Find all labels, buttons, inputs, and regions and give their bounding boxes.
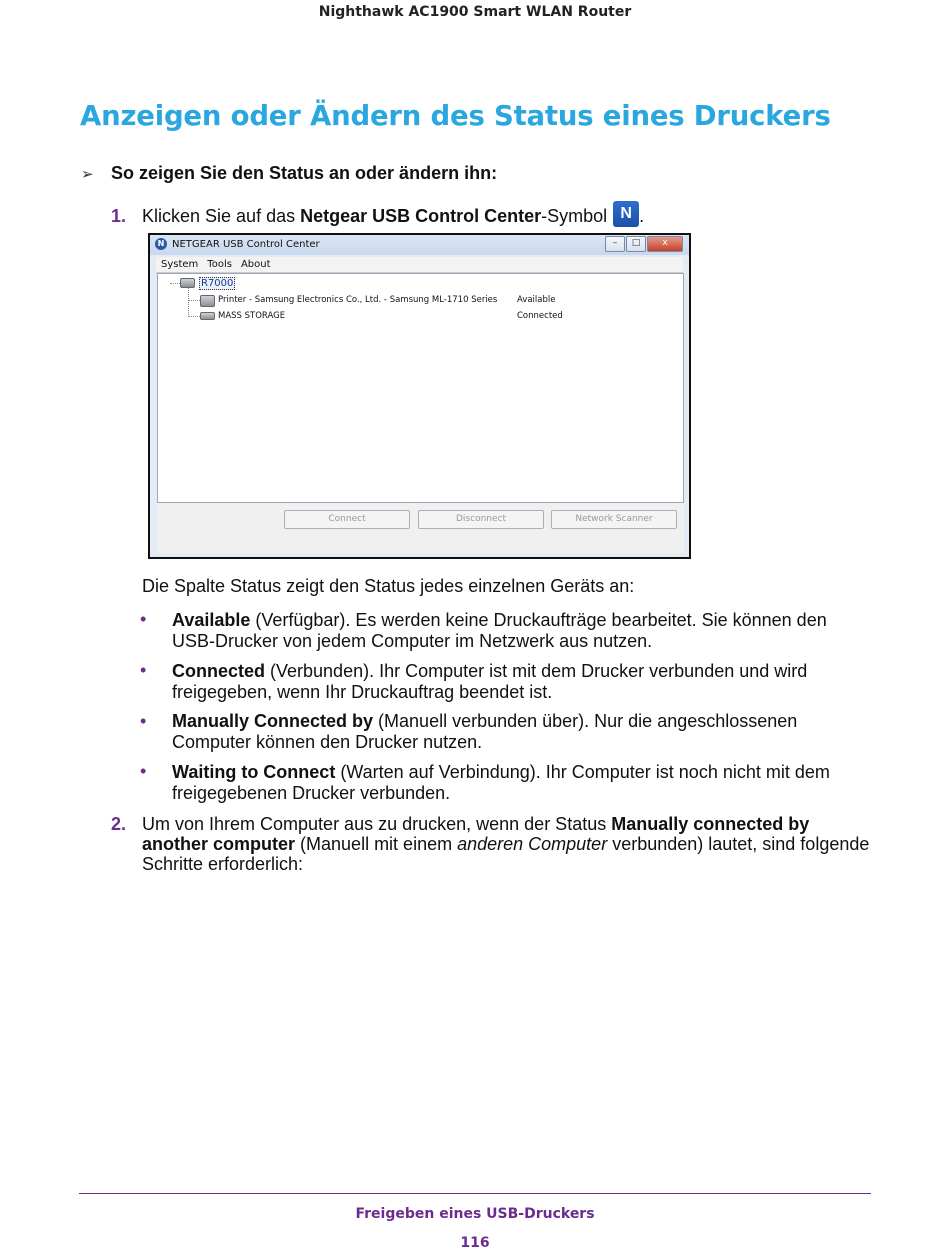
procedure-heading — [81, 163, 497, 184]
tree-connector — [188, 288, 189, 317]
bullet-icon: • — [140, 711, 147, 731]
step-2-italic: anderen Computer — [457, 834, 608, 854]
storage-icon — [200, 312, 215, 320]
bullet-term: Waiting to Connect — [172, 762, 336, 782]
close-button[interactable]: x — [647, 236, 683, 252]
device-status: Connected — [517, 311, 563, 321]
connect-button[interactable]: Connect — [284, 510, 410, 529]
netgear-usb-control-center-icon: N — [613, 201, 639, 227]
disconnect-button[interactable]: Disconnect — [418, 510, 544, 529]
device-tree — [157, 273, 684, 503]
bullet-connected — [172, 661, 872, 703]
procedure-label: So zeigen Sie den Status an oder ändern ihn: — [111, 163, 498, 183]
step-1-number: 1. — [111, 206, 127, 226]
step-2-suffix: verbunden) lautet, sind folgende Schritte erforderlich: — [142, 834, 870, 874]
bullet-manually-connected — [172, 711, 872, 753]
tree-root-router[interactable]: R7000 — [201, 278, 234, 289]
status-intro: Die Spalte Status zeigt den Status jedes einzelnen Geräts an: — [142, 576, 635, 596]
minimize-button[interactable]: – — [605, 236, 625, 252]
netgear-logo-icon: N — [155, 238, 167, 250]
usb-control-center-window — [148, 233, 691, 559]
step-2-text — [142, 814, 877, 874]
page-number: 116 — [460, 1235, 490, 1251]
maximize-button[interactable]: □ — [626, 236, 646, 252]
window-button-bar — [157, 503, 684, 553]
section-title: Anzeigen oder Ändern des Status eines Druckers — [80, 100, 831, 132]
bullet-term: Manually Connected by — [172, 711, 374, 731]
bullet-waiting — [172, 762, 872, 804]
printer-icon — [200, 295, 215, 307]
step-1-end: . — [639, 206, 645, 226]
footer-section-title: Freigeben eines USB-Druckers — [355, 1206, 595, 1222]
bullet-text: (Manuell verbunden über). Nur die angeschlossenen Computer können den Drucker nutzen. — [172, 711, 798, 752]
bullet-term: Available — [172, 610, 251, 630]
step-2-middle: (Manuell mit einem — [295, 834, 458, 854]
bullet-icon: • — [140, 761, 147, 781]
network-scanner-button[interactable]: Network Scanner — [551, 510, 677, 529]
step-1-text — [142, 206, 644, 227]
bullet-icon: • — [140, 609, 147, 629]
running-header: Nighthawk AC1900 Smart WLAN Router — [318, 4, 632, 20]
router-icon — [180, 278, 195, 288]
step-1-suffix: -Symbol — [541, 206, 608, 226]
bullet-text: (Verbunden). Ihr Computer ist mit dem Drucker verbunden und wird freigegeben, wenn Ihr Druckauftrag beendet ist. — [172, 661, 808, 702]
bullet-text: (Warten auf Verbindung). Ihr Computer ist noch nicht mit dem freigegebenen Drucker verbunden. — [172, 762, 830, 803]
bullet-term: Connected — [172, 661, 266, 681]
footer-divider — [79, 1193, 871, 1194]
menu-bar — [156, 257, 683, 273]
tree-connector — [188, 300, 200, 301]
bullet-available — [172, 610, 872, 652]
arrow-bullet-icon: ➢ — [81, 166, 94, 183]
menu-about[interactable]: About — [240, 259, 271, 270]
window-titlebar — [150, 235, 689, 255]
bullet-icon: • — [140, 660, 147, 680]
step-1-prefix: Klicken Sie auf das — [142, 206, 301, 226]
menu-system[interactable]: System — [161, 259, 199, 270]
step-2-prefix: Um von Ihrem Computer aus zu drucken, wenn der Status — [142, 814, 612, 834]
device-status: Available — [517, 295, 556, 305]
window-controls — [604, 236, 683, 252]
step-1-bold: Netgear USB Control Center — [300, 206, 542, 226]
bullet-text: (Verfügbar). Es werden keine Druckaufträge bearbeitet. Sie können den USB-Drucker von jedem Computer im Netzwerk aus nutzen. — [172, 610, 827, 651]
step-2-number: 2. — [111, 814, 127, 834]
tree-connector — [188, 316, 200, 317]
device-name[interactable]: Printer - Samsung Electronics Co., Ltd. - Samsung ML-1710 Series — [218, 295, 498, 305]
menu-tools[interactable]: Tools — [207, 259, 232, 270]
device-name[interactable]: MASS STORAGE — [218, 311, 286, 321]
step-2-bold: Manually connected by another computer — [142, 814, 810, 854]
window-title: NETGEAR USB Control Center — [172, 239, 320, 250]
